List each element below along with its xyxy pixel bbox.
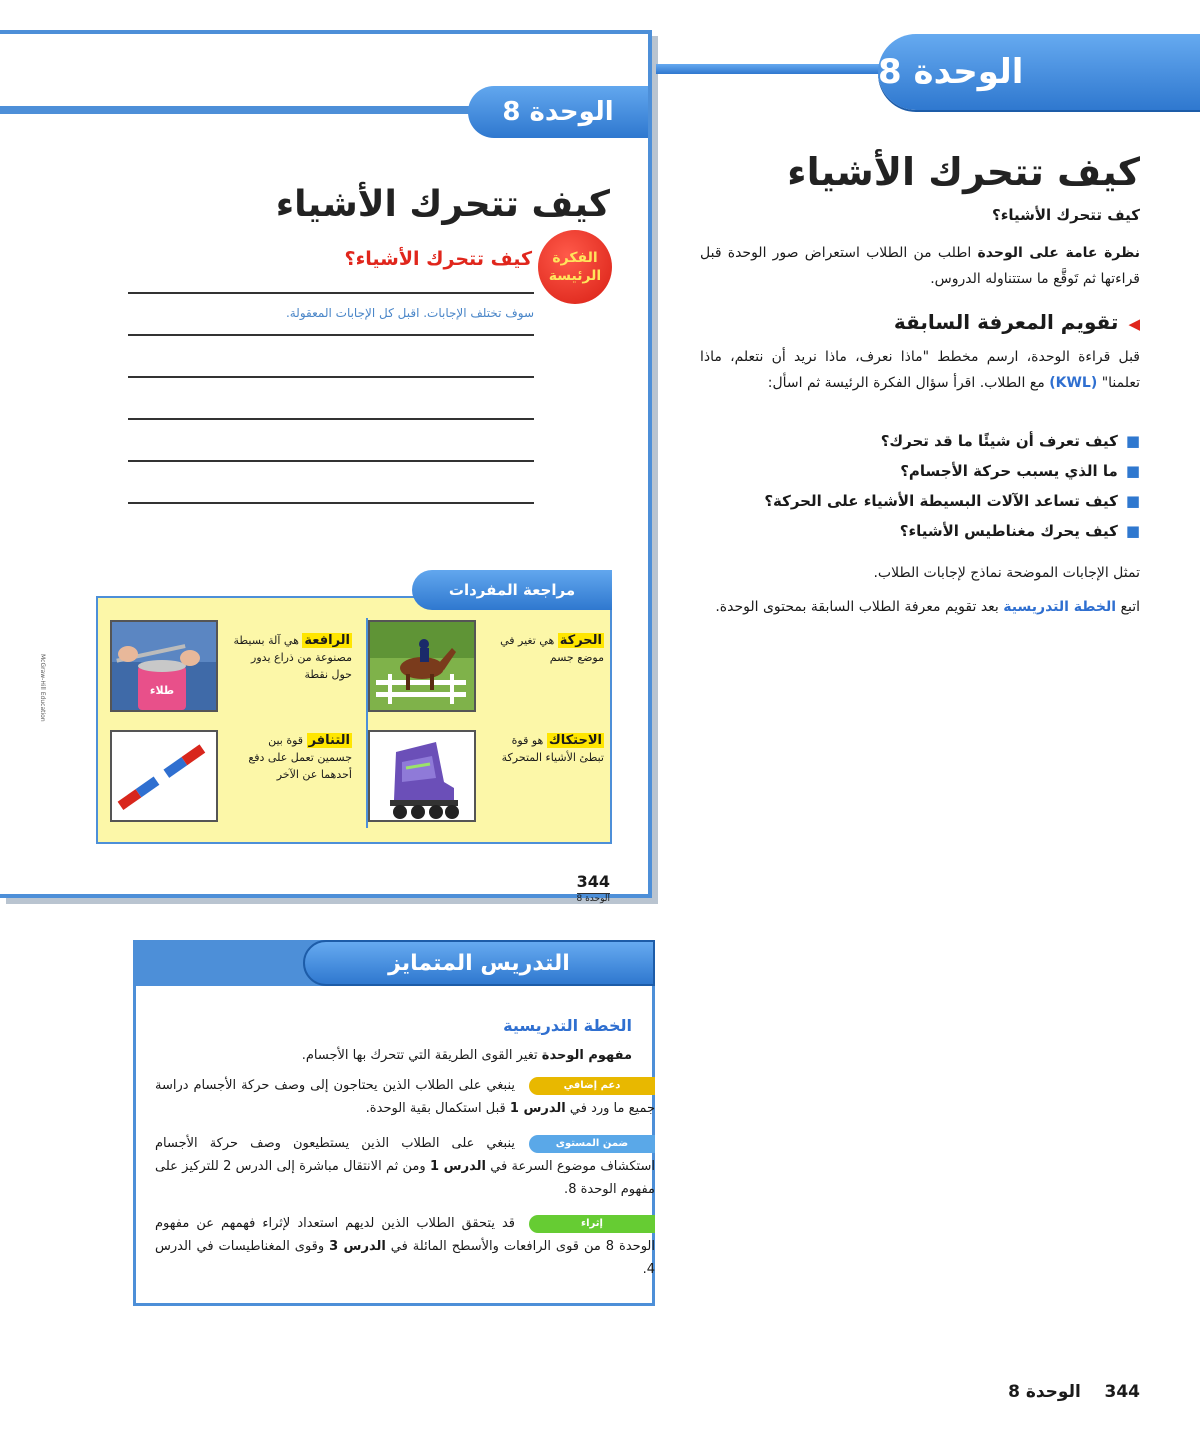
lesson-ref: الدرس 3 — [329, 1239, 386, 1254]
lesson-ref: الدرس 1 — [429, 1159, 486, 1174]
student-page-unit: الوحدة 8 — [576, 894, 610, 904]
answer-line — [128, 418, 534, 420]
student-page-number: 344 — [577, 872, 610, 894]
level-tag-extra-support: دعم إضافي — [529, 1077, 655, 1095]
list-item — [680, 462, 1140, 480]
answer-line — [128, 460, 534, 462]
question-text: ما الذي يسبب حركة الأجسام؟ — [900, 462, 1118, 480]
unit-header-tab: الوحدة 8 — [878, 34, 1200, 110]
question-text: كيف تعرف أن شيئًا ما قد تحرك؟ — [880, 432, 1118, 450]
level-on-level — [155, 1132, 655, 1201]
differentiated-subtitle: الخطة التدريسية — [503, 1016, 632, 1035]
level-text: قد يتحقق الطلاب الذين لديهم استعداد لإثراء فهمهم عن مفهوم الوحدة 8 من قوى الرافعات والأسطح المائلة في — [155, 1216, 655, 1254]
level-text: ومن ثم الانتقال مباشرة إلى الدرس 2 للتركيز على مفهوم الوحدة 8. — [155, 1159, 655, 1197]
answer-line — [128, 292, 534, 294]
student-page-title: كيف تتحرك الأشياء — [275, 184, 610, 225]
bar-magnets-image — [110, 730, 218, 822]
prior-heading-text: تقويم المعرفة السابقة — [893, 310, 1119, 334]
student-unit-tab: الوحدة 8 — [468, 86, 648, 138]
level-tag-on-level: ضمن المستوى — [529, 1135, 655, 1153]
page-title: كيف تتحرك الأشياء — [787, 150, 1140, 194]
vocab-repel — [232, 732, 352, 783]
list-item — [680, 492, 1140, 510]
vocab-desc-friction: هو قوة تبطئ الأشياء المتحركة — [501, 734, 604, 764]
vocab-term-repel: التنافر — [308, 733, 350, 748]
answer-line — [128, 502, 534, 504]
level-text: قبل استكمال بقية الوحدة. — [365, 1101, 506, 1116]
page-footer — [1008, 1382, 1140, 1402]
prior-knowledge-heading — [894, 310, 1140, 334]
answer-line — [128, 376, 534, 378]
level-text: ينبغي على الطلاب الذين يحتاجون إلى وصف حركة الأجسام دراسة جميع ما ورد في — [155, 1078, 655, 1116]
unit-header-line — [656, 64, 886, 74]
big-idea-badge: الفكرة الرئيسة — [538, 230, 612, 304]
level-tag-enrichment: إثراء — [529, 1215, 655, 1233]
level-text: ينبغي على الطلاب الذين يستطيعون وصف حركة الأجسام استكشاف موضوع السرعة في — [155, 1136, 655, 1174]
level-text: وقوى المغناطيسات في الدرس 4. — [155, 1239, 655, 1277]
unit-concept — [154, 1044, 632, 1067]
prior-knowledge-text — [700, 344, 1140, 396]
vocab-term-lever: الرافعة — [304, 633, 350, 648]
list-item — [680, 522, 1140, 540]
footer-page-number: 344 — [1104, 1382, 1140, 1402]
question-text: كيف يحرك مغناطيس الأشياء؟ — [899, 522, 1118, 540]
student-unit-line — [0, 106, 480, 114]
answers-note: تمثل الإجابات الموضحة نماذج لإجابات الطلاب. — [873, 565, 1140, 581]
lesson-ref: الدرس 1 — [509, 1101, 566, 1116]
concept-label: مفهوم الوحدة — [541, 1048, 632, 1063]
footer-unit: الوحدة 8 — [1008, 1382, 1081, 1402]
big-idea-question: كيف تتحرك الأشياء؟ — [344, 248, 532, 270]
follow-plan-text — [700, 594, 1140, 620]
square-bullet-icon: ■ — [1125, 432, 1140, 450]
question-list — [680, 432, 1140, 552]
unit-overview — [700, 240, 1140, 292]
answer-hint: سوف تختلف الإجابات. اقبل كل الإجابات المعقولة. — [285, 306, 534, 320]
vocab-term-friction: الاحتكاك — [548, 733, 602, 748]
list-item — [680, 432, 1140, 450]
follow-text-2: بعد تقويم معرفة الطلاب السابقة بمحتوى الوحدة. — [715, 599, 999, 615]
paint-can-lever-image — [110, 620, 218, 712]
prior-text-2: مع الطلاب. اقرأ سؤال الفكرة الرئيسة ثم اسأل: — [767, 375, 1045, 391]
level-enrichment — [155, 1212, 655, 1281]
paint-label: طلاء — [149, 684, 175, 697]
vocab-review-tab: مراجعة المفردات — [412, 570, 612, 610]
student-page-thumbnail — [0, 30, 652, 904]
square-bullet-icon: ■ — [1125, 522, 1140, 540]
differentiated-title: التدريس المتمايز — [303, 940, 655, 986]
horse-jump-image — [368, 620, 476, 712]
overview-text: اطلب من الطلاب استعراض صور الوحدة قبل قراءتها ثم تَوقَّع ما ستتناوله الدروس. — [700, 245, 1140, 287]
sub-question: كيف تتحرك الأشياء؟ — [992, 206, 1140, 224]
vocab-desc-lever: هي آلة بسيطة مصنوعة من ذراع يدور حول نقطة — [233, 634, 352, 681]
roller-skate-image — [368, 730, 476, 822]
triangle-icon: ◀ — [1128, 315, 1140, 333]
square-bullet-icon: ■ — [1125, 492, 1140, 510]
vocab-term-motion: الحركة — [559, 633, 602, 648]
vocab-motion — [484, 632, 604, 666]
follow-text-1: اتبع — [1120, 599, 1140, 615]
vocab-lever — [232, 632, 352, 683]
vocab-desc-repel: قوة بين جسمين تعمل على دفع أحدهما عن الآخر — [248, 734, 352, 781]
overview-label: نظرة عامة على الوحدة — [977, 245, 1140, 261]
square-bullet-icon: ■ — [1125, 462, 1140, 480]
question-text: كيف تساعد الآلات البسيطة الأشياء على الحركة؟ — [764, 492, 1118, 510]
vocab-friction — [484, 732, 604, 766]
kwl-label: (KWL) — [1049, 375, 1098, 391]
vocab-desc-motion: هي تغير في موضع جسم — [500, 634, 604, 664]
concept-text: تغير القوى الطريقة التي تتحرك بها الأجسام. — [301, 1048, 538, 1063]
level-extra-support — [155, 1074, 655, 1120]
teaching-plan-link[interactable]: الخطة التدريسية — [1003, 599, 1117, 615]
vocab-review-box — [96, 596, 612, 844]
answer-line — [128, 334, 534, 336]
publisher-credit: McGraw-Hill Education — [39, 654, 46, 722]
prior-text-1: قبل قراءة الوحدة، ارسم مخطط "ماذا نعرف، ماذا نريد أن نتعلم، ماذا تعلمنا" — [700, 349, 1140, 391]
